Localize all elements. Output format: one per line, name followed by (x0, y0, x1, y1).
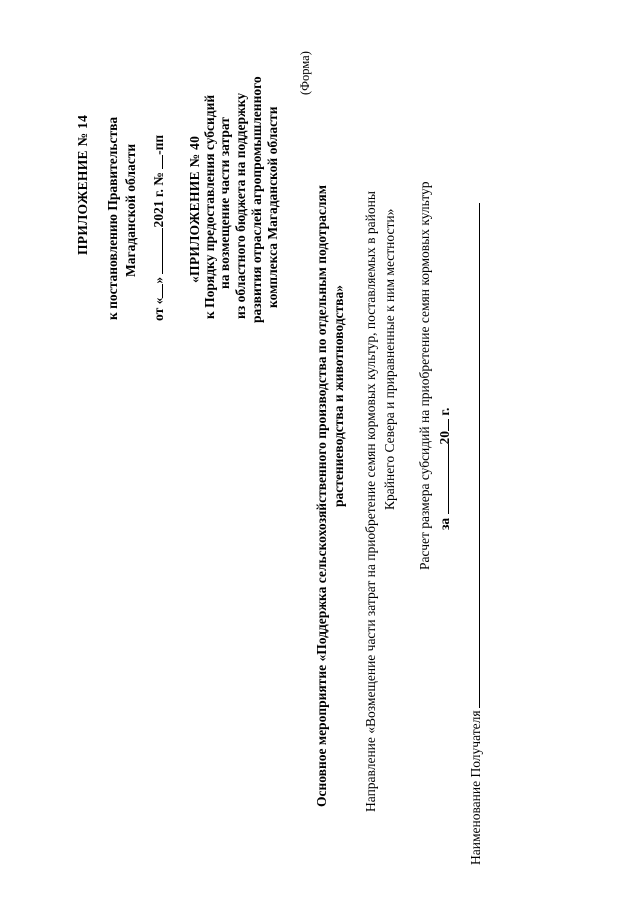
main-event-line2: растениеводства и животноводства» (331, 285, 346, 507)
direction-line2: Крайнего Севера и приравненные к ним местности» (382, 208, 397, 510)
period-prefix: за (437, 517, 452, 530)
appendix-14-title: ПРИЛОЖЕНИЕ № 14 (75, 114, 90, 255)
recipient-line (467, 203, 485, 865)
annex-40-title: «ПРИЛОЖЕНИЕ № 40 (187, 135, 202, 283)
date-prefix: от « (151, 297, 166, 321)
period-year-blank (436, 419, 449, 431)
annex-40-line5: комплекса Магаданской области (265, 106, 280, 308)
recipient-blank (467, 203, 480, 708)
appendix-14-date-line (150, 135, 168, 321)
date-suffix: -пп (151, 134, 166, 155)
appendix-14-line1: к постановлению Правительства (105, 116, 120, 320)
period-suffix: г. (437, 407, 452, 416)
recipient-label: Наименование Получателя (468, 710, 483, 865)
calculation-title: Расчет размера субсидий на приобретение семян кормовых культур (417, 181, 432, 570)
annex-40-line1: к Порядку предоставления субсидий (202, 94, 217, 319)
calculation-period (436, 408, 454, 530)
period-year: 20 (437, 430, 452, 445)
annex-40-line2: на возмещение части затрат (217, 117, 232, 289)
date-day-blank (150, 284, 163, 298)
form-label: (Форма) (298, 51, 312, 95)
direction-line1: Направление «Возмещение части затрат на приобретение семян кормовых культур, поставляемых в районы (363, 191, 378, 812)
appendix-14-line2: Магаданской области (123, 143, 138, 277)
date-month-blank (150, 228, 163, 274)
date-number-blank (150, 155, 163, 169)
date-mid: » (151, 276, 166, 284)
annex-40-line4: развития отраслей агропромышленного (249, 76, 264, 323)
annex-40-line3: из областного бюджета на поддержку (233, 92, 248, 319)
period-blank (436, 444, 449, 514)
main-event-line1: Основное мероприятие «Поддержка сельскохозяйственного производства по отдельным подотраслям (314, 185, 329, 807)
date-year: 2021 г. № (151, 172, 166, 228)
